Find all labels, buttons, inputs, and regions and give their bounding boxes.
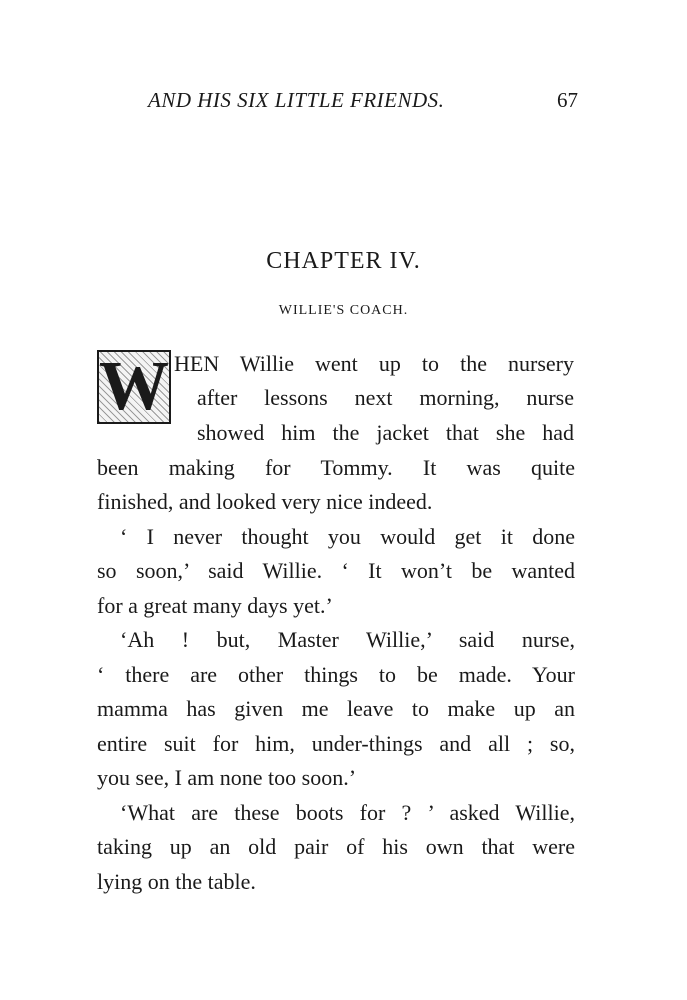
page-header [148,88,578,118]
text-line: been making for Tommy. It was quite [97,455,575,480]
text-line: showed him the jacket that she had [197,420,574,445]
text-line: for a great many days yet.’ [97,593,333,618]
drop-cap [97,350,171,424]
drop-cap-letter: W [99,348,169,425]
text-line: entire suit for him, under-things and all ; so, [97,731,575,756]
chapter-subtitle: WILLIE'S COACH. [278,303,409,318]
running-head: AND HIS SIX LITTLE FRIENDS. [148,88,445,112]
text-line: ‘What are these boots for ? ’ asked Willie, [120,800,575,825]
text-line: finished, and looked very nice indeed. [97,489,433,514]
text-line: so soon,’ said Willie. ‘ It won’t be wanted [97,558,575,583]
text-line: HEN Willie went up to the nursery [174,351,574,376]
chapter-title: CHAPTER IV. [266,248,421,274]
text-line: you see, I am none too soon.’ [97,765,357,790]
text-line: taking up an old pair of his own that were [97,834,575,859]
text-line: ‘ I never thought you would get it done [120,524,575,549]
text-line: ‘Ah ! but, Master Willie,’ said nurse, [120,627,575,652]
text-line: lying on the table. [97,869,256,894]
text-line: after lessons next morning, nurse [197,385,574,410]
page-number: 67 [557,88,578,112]
text-line: mamma has given me leave to make up an [97,696,575,721]
text-line: ‘ there are other things to be made. Your [97,662,575,687]
